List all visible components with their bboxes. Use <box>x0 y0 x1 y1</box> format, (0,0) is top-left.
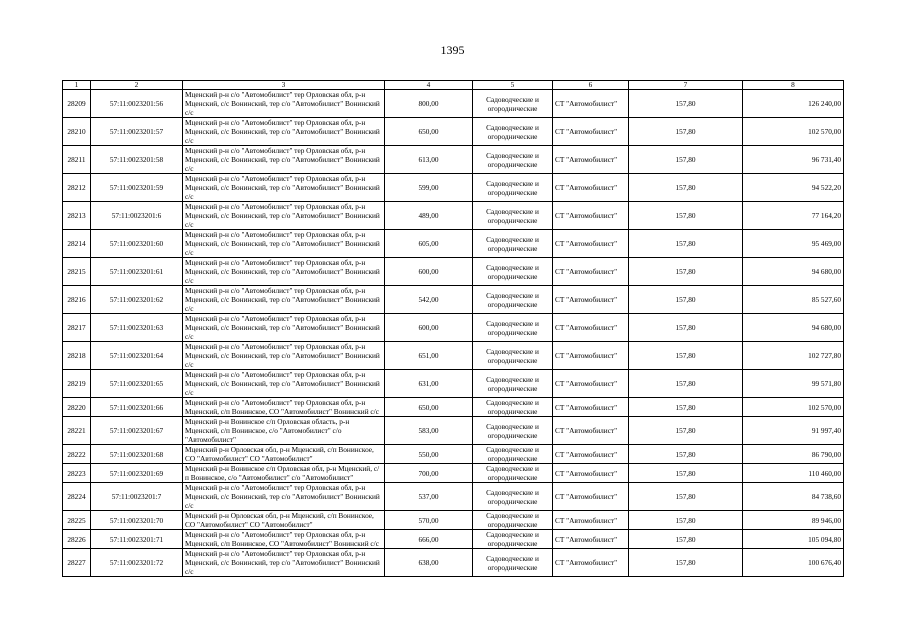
row-number-cell: 28216 <box>63 286 91 314</box>
organization-cell: СТ "Автомобилист" <box>553 90 629 118</box>
cadastral-value-cell: 102 727,80 <box>743 342 844 370</box>
row-number-cell: 28212 <box>63 174 91 202</box>
cadastral-number-cell: 57:11:0023201:72 <box>91 549 183 577</box>
organization-cell: СТ "Автомобилист" <box>553 483 629 511</box>
page-number: 1395 <box>440 43 465 57</box>
row-number-cell: 28220 <box>63 398 91 417</box>
land-use-cell: Садоводческие и огороднические <box>473 464 553 483</box>
table-row <box>63 342 844 370</box>
organization-cell: СТ "Автомобилист" <box>553 511 629 530</box>
land-use-cell: Садоводческие и огороднические <box>473 118 553 146</box>
rate-cell: 157,80 <box>629 483 743 511</box>
land-use-cell: Садоводческие и огороднические <box>473 445 553 464</box>
rate-cell: 157,80 <box>629 258 743 286</box>
table-row <box>63 314 844 342</box>
table-row <box>63 90 844 118</box>
table-row <box>63 146 844 174</box>
cadastral-value-cell: 94 680,00 <box>743 258 844 286</box>
table-row <box>63 398 844 417</box>
cadastral-value-cell: 99 571,80 <box>743 370 844 398</box>
rate-cell: 157,80 <box>629 174 743 202</box>
area-cell: 489,00 <box>385 202 473 230</box>
land-use-cell: Садоводческие и огороднические <box>473 398 553 417</box>
cadastral-number-cell: 57:11:0023201:61 <box>91 258 183 286</box>
land-use-cell: Садоводческие и огороднические <box>473 342 553 370</box>
organization-cell: СТ "Автомобилист" <box>553 370 629 398</box>
rate-cell: 157,80 <box>629 230 743 258</box>
table-row <box>63 549 844 577</box>
table-row <box>63 483 844 511</box>
area-cell: 605,00 <box>385 230 473 258</box>
land-use-cell: Садоводческие и огороднические <box>473 483 553 511</box>
address-cell: Мценский р-н с/о "Автомобилист" тер Орловская обл, р-н Мценский, с/п Вонинское, СО "Автомобилист" Вонинский с/с <box>183 530 385 549</box>
cadastral-number-cell: 57:11:0023201:65 <box>91 370 183 398</box>
cadastral-value-cell: 77 164,20 <box>743 202 844 230</box>
table-row <box>63 370 844 398</box>
address-cell: Мценский р-н с/о "Автомобилист" тер Орловская обл, р-н Мценский, с/с Вонинский, тер с/о "Автомобилист" Вонинский с/с <box>183 483 385 511</box>
organization-cell: СТ "Автомобилист" <box>553 146 629 174</box>
cadastral-value-cell: 85 527,60 <box>743 286 844 314</box>
cadastral-number-cell: 57:11:0023201:56 <box>91 90 183 118</box>
registry-table <box>62 80 844 577</box>
table-row <box>63 118 844 146</box>
cadastral-value-cell: 102 570,00 <box>743 398 844 417</box>
rate-cell: 157,80 <box>629 464 743 483</box>
column-header: 7 <box>629 81 743 90</box>
organization-cell: СТ "Автомобилист" <box>553 202 629 230</box>
address-cell: Мценский р-н Орловская обл, р-н Мценский, с/п Вонинское, СО "Автомобилист" СО "Автомобилист" <box>183 445 385 464</box>
table-row <box>63 445 844 464</box>
area-cell: 638,00 <box>385 549 473 577</box>
organization-cell: СТ "Автомобилист" <box>553 398 629 417</box>
rate-cell: 157,80 <box>629 549 743 577</box>
cadastral-value-cell: 89 946,00 <box>743 511 844 530</box>
organization-cell: СТ "Автомобилист" <box>553 258 629 286</box>
cadastral-value-cell: 94 522,20 <box>743 174 844 202</box>
organization-cell: СТ "Автомобилист" <box>553 417 629 445</box>
address-cell: Мценский р-н с/о "Автомобилист" тер Орловская обл, р-н Мценский, с/п Вонинское, СО "Автомобилист" Вонинский с/с <box>183 398 385 417</box>
table-row <box>63 286 844 314</box>
land-use-cell: Садоводческие и огороднические <box>473 258 553 286</box>
area-cell: 583,00 <box>385 417 473 445</box>
land-use-cell: Садоводческие и огороднические <box>473 370 553 398</box>
land-use-cell: Садоводческие и огороднические <box>473 417 553 445</box>
organization-cell: СТ "Автомобилист" <box>553 118 629 146</box>
table-row <box>63 258 844 286</box>
row-number-cell: 28226 <box>63 530 91 549</box>
rate-cell: 157,80 <box>629 370 743 398</box>
rate-cell: 157,80 <box>629 530 743 549</box>
address-cell: Мценский р-н с/о "Автомобилист" тер Орловская обл, р-н Мценский, с/с Вонинский, тер с/о "Автомобилист" Вонинский с/с <box>183 90 385 118</box>
organization-cell: СТ "Автомобилист" <box>553 286 629 314</box>
area-cell: 650,00 <box>385 398 473 417</box>
address-cell: Мценский р-н с/о "Автомобилист" тер Орловская обл, р-н Мценский, с/с Вонинский, тер с/о "Автомобилист" Вонинский с/с <box>183 370 385 398</box>
cadastral-value-cell: 126 240,00 <box>743 90 844 118</box>
organization-cell: СТ "Автомобилист" <box>553 464 629 483</box>
area-cell: 651,00 <box>385 342 473 370</box>
address-cell: Мценский р-н с/о "Автомобилист" тер Орловская обл, р-н Мценский, с/с Вонинский, тер с/о "Автомобилист" Вонинский с/с <box>183 118 385 146</box>
rate-cell: 157,80 <box>629 445 743 464</box>
table-row <box>63 530 844 549</box>
cadastral-number-cell: 57:11:0023201:70 <box>91 511 183 530</box>
organization-cell: СТ "Автомобилист" <box>553 174 629 202</box>
area-cell: 542,00 <box>385 286 473 314</box>
cadastral-number-cell: 57:11:0023201:66 <box>91 398 183 417</box>
rate-cell: 157,80 <box>629 314 743 342</box>
row-number-cell: 28209 <box>63 90 91 118</box>
area-cell: 600,00 <box>385 314 473 342</box>
cadastral-number-cell: 57:11:0023201:60 <box>91 230 183 258</box>
cadastral-value-cell: 102 570,00 <box>743 118 844 146</box>
address-cell: Мценский р-н с/о "Автомобилист" тер Орловская обл, р-н Мценский, с/с Вонинский, тер с/о "Автомобилист" Вонинский с/с <box>183 342 385 370</box>
cadastral-number-cell: 57:11:0023201:62 <box>91 286 183 314</box>
column-header: 1 <box>63 81 91 90</box>
cadastral-value-cell: 91 997,40 <box>743 417 844 445</box>
row-number-cell: 28223 <box>63 464 91 483</box>
address-cell: Мценский р-н с/о "Автомобилист" тер Орловская обл, р-н Мценский, с/с Вонинский, тер с/о "Автомобилист" Вонинский с/с <box>183 314 385 342</box>
cadastral-number-cell: 57:11:0023201:57 <box>91 118 183 146</box>
organization-cell: СТ "Автомобилист" <box>553 549 629 577</box>
cadastral-number-cell: 57:11:0023201:6 <box>91 202 183 230</box>
area-cell: 631,00 <box>385 370 473 398</box>
land-use-cell: Садоводческие и огороднические <box>473 230 553 258</box>
row-number-cell: 28215 <box>63 258 91 286</box>
address-cell: Мценский р-н с/о "Автомобилист" тер Орловская обл, р-н Мценский, с/с Вонинский, тер с/о "Автомобилист" Вонинский с/с <box>183 146 385 174</box>
address-cell: Мценский р-н Орловская обл, р-н Мценский, с/п Вонинское, СО "Автомобилист" СО "Автомобилист" <box>183 511 385 530</box>
cadastral-value-cell: 95 469,00 <box>743 230 844 258</box>
cadastral-number-cell: 57:11:0023201:67 <box>91 417 183 445</box>
land-use-cell: Садоводческие и огороднические <box>473 146 553 174</box>
area-cell: 613,00 <box>385 146 473 174</box>
table-row <box>63 174 844 202</box>
cadastral-number-cell: 57:11:0023201:63 <box>91 314 183 342</box>
cadastral-value-cell: 105 094,80 <box>743 530 844 549</box>
organization-cell: СТ "Автомобилист" <box>553 342 629 370</box>
land-use-cell: Садоводческие и огороднические <box>473 174 553 202</box>
area-cell: 666,00 <box>385 530 473 549</box>
land-use-cell: Садоводческие и огороднические <box>473 511 553 530</box>
table-row <box>63 511 844 530</box>
rate-cell: 157,80 <box>629 342 743 370</box>
address-cell: Мценский р-н с/о "Автомобилист" тер Орловская обл, р-н Мценский, с/с Вонинский, тер с/о "Автомобилист" Вонинский с/с <box>183 258 385 286</box>
area-cell: 537,00 <box>385 483 473 511</box>
column-header: 6 <box>553 81 629 90</box>
column-header: 4 <box>385 81 473 90</box>
land-use-cell: Садоводческие и огороднические <box>473 286 553 314</box>
organization-cell: СТ "Автомобилист" <box>553 530 629 549</box>
row-number-cell: 28213 <box>63 202 91 230</box>
row-number-cell: 28218 <box>63 342 91 370</box>
area-cell: 600,00 <box>385 258 473 286</box>
cadastral-value-cell: 96 731,40 <box>743 146 844 174</box>
cadastral-value-cell: 100 676,40 <box>743 549 844 577</box>
rate-cell: 157,80 <box>629 417 743 445</box>
row-number-cell: 28222 <box>63 445 91 464</box>
area-cell: 800,00 <box>385 90 473 118</box>
organization-cell: СТ "Автомобилист" <box>553 314 629 342</box>
organization-cell: СТ "Автомобилист" <box>553 230 629 258</box>
column-number-row <box>63 81 844 90</box>
land-use-cell: Садоводческие и огороднические <box>473 549 553 577</box>
address-cell: Мценский р-н с/о "Автомобилист" тер Орловская обл, р-н Мценский, с/с Вонинский, тер с/о "Автомобилист" Вонинский с/с <box>183 230 385 258</box>
column-header: 8 <box>743 81 844 90</box>
rate-cell: 157,80 <box>629 118 743 146</box>
rate-cell: 157,80 <box>629 90 743 118</box>
row-number-cell: 28221 <box>63 417 91 445</box>
cadastral-value-cell: 94 680,00 <box>743 314 844 342</box>
column-header: 2 <box>91 81 183 90</box>
cadastral-value-cell: 86 790,00 <box>743 445 844 464</box>
address-cell: Мценский р-н с/о "Автомобилист" тер Орловская обл, р-н Мценский, с/с Вонинский, тер с/о "Автомобилист" Вонинский с/с <box>183 549 385 577</box>
address-cell: Мценский р-н Вонинское с/п Орловская обл, р-н Мценский, с/п Вонинское, с/о "Автомобилист" с/о "Автомобилист" <box>183 464 385 483</box>
address-cell: Мценский р-н с/о "Автомобилист" тер Орловская обл, р-н Мценский, с/с Вонинский, тер с/о "Автомобилист" Вонинский с/с <box>183 174 385 202</box>
organization-cell: СТ "Автомобилист" <box>553 445 629 464</box>
row-number-cell: 28210 <box>63 118 91 146</box>
cadastral-value-cell: 84 738,60 <box>743 483 844 511</box>
cadastral-number-cell: 57:11:0023201:69 <box>91 464 183 483</box>
land-use-cell: Садоводческие и огороднические <box>473 202 553 230</box>
cadastral-number-cell: 57:11:0023201:64 <box>91 342 183 370</box>
address-cell: Мценский р-н Вонинское с/п Орловская область, р-н Мценский, с/п Вонинское, с/о "Автомобилист" с/о "Автомобилист" <box>183 417 385 445</box>
area-cell: 650,00 <box>385 118 473 146</box>
rate-cell: 157,80 <box>629 398 743 417</box>
cadastral-number-cell: 57:11:0023201:68 <box>91 445 183 464</box>
rate-cell: 157,80 <box>629 286 743 314</box>
column-header: 5 <box>473 81 553 90</box>
table-row <box>63 202 844 230</box>
row-number-cell: 28227 <box>63 549 91 577</box>
land-use-cell: Садоводческие и огороднические <box>473 530 553 549</box>
row-number-cell: 28211 <box>63 146 91 174</box>
row-number-cell: 28225 <box>63 511 91 530</box>
cadastral-number-cell: 57:11:0023201:7 <box>91 483 183 511</box>
address-cell: Мценский р-н с/о "Автомобилист" тер Орловская обл, р-н Мценский, с/с Вонинский, тер с/о "Автомобилист" Вонинский с/с <box>183 202 385 230</box>
table-row <box>63 230 844 258</box>
area-cell: 700,00 <box>385 464 473 483</box>
address-cell: Мценский р-н с/о "Автомобилист" тер Орловская обл, р-н Мценский, с/с Вонинский, тер с/о "Автомобилист" Вонинский с/с <box>183 286 385 314</box>
table-row <box>63 417 844 445</box>
cadastral-number-cell: 57:11:0023201:59 <box>91 174 183 202</box>
area-cell: 570,00 <box>385 511 473 530</box>
row-number-cell: 28214 <box>63 230 91 258</box>
land-use-cell: Садоводческие и огороднические <box>473 314 553 342</box>
row-number-cell: 28219 <box>63 370 91 398</box>
area-cell: 550,00 <box>385 445 473 464</box>
land-use-cell: Садоводческие и огороднические <box>473 90 553 118</box>
cadastral-value-cell: 110 460,00 <box>743 464 844 483</box>
cadastral-number-cell: 57:11:0023201:58 <box>91 146 183 174</box>
area-cell: 599,00 <box>385 174 473 202</box>
table-row <box>63 464 844 483</box>
row-number-cell: 28217 <box>63 314 91 342</box>
column-header: 3 <box>183 81 385 90</box>
rate-cell: 157,80 <box>629 146 743 174</box>
cadastral-number-cell: 57:11:0023201:71 <box>91 530 183 549</box>
row-number-cell: 28224 <box>63 483 91 511</box>
rate-cell: 157,80 <box>629 202 743 230</box>
rate-cell: 157,80 <box>629 511 743 530</box>
